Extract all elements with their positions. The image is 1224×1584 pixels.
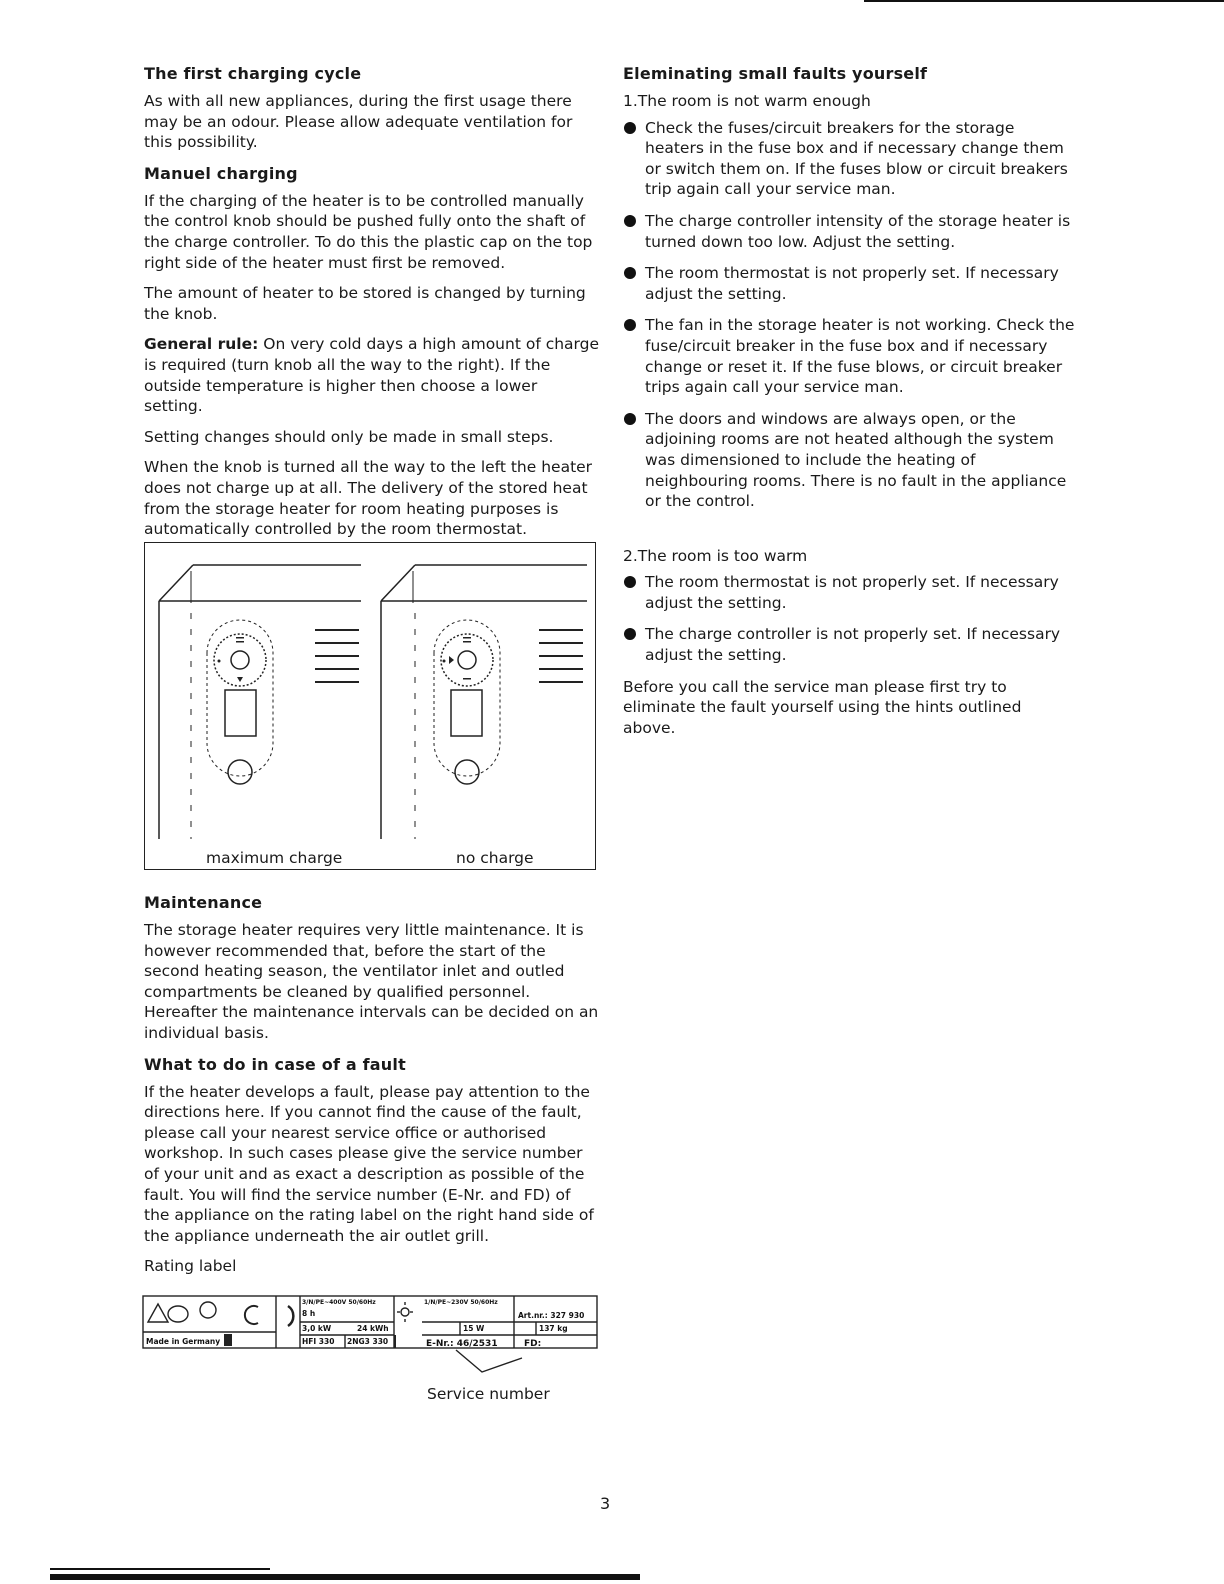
fault-heading: What to do in case of a fault <box>144 1054 406 1074</box>
list-item: The room thermostat is not properly set. If necessary adjust the setting. <box>623 263 1075 304</box>
left-column <box>144 63 600 550</box>
rating-e-nr: E-Nr.: 46/2531 <box>426 1339 498 1349</box>
fault-text: If the heater develops a fault, please pay attention to the directions here. If you cannot find the cause of the fault, please call your nearest service office or authorised workshop. In such cases please give the service number of your unit and as exact a description as possible of the fault. You will find the service number (E-Nr. and FD) of the appliance on the rating label on the right hand side of the appliance underneath the air outlet grill. <box>144 1082 594 1245</box>
general-rule-text: On very cold days a high amount of charge is required (turn knob all the way to the right). If the outside temperature is higher then choose a lower setting. <box>144 335 600 416</box>
case1-title: 1.The room is not warm enough <box>623 92 871 110</box>
list-item: Check the fuses/circuit breakers for the storage heaters in the fuse box and if necessary change them or switch them on. If the fuses blow or circuit breakers trip again call your service man. <box>623 118 1075 200</box>
rating-supply-1ph: 1/N/PE~230V 50/60Hz <box>424 1299 498 1306</box>
rating-energy: 24 kWh <box>357 1324 389 1333</box>
manual-charging-heading: Manuel charging <box>144 163 298 183</box>
manual-charging-p2: The amount of heater to be stored is changed by turning the knob. <box>144 284 586 323</box>
general-rule-label: General rule: <box>144 335 259 354</box>
manual-charging-p1: If the charging of the heater is to be controlled manually the control knob should be pushed fully onto the shaft of the charge controller. To do this the plastic cap on the top right side of the heater must first be removed. <box>144 191 593 272</box>
bullet-icon <box>624 413 636 425</box>
bottom-rule <box>50 1574 640 1580</box>
manual-charging-p4: Setting changes should only be made in small steps. <box>144 427 554 446</box>
bullet-icon <box>624 122 636 134</box>
case1-list <box>623 118 1075 512</box>
case2-list <box>623 572 1075 665</box>
rating-code: 2NG3 330 <box>347 1337 389 1346</box>
maintenance-heading: Maintenance <box>144 893 263 912</box>
caption-maximum-charge: maximum charge <box>206 849 343 867</box>
top-rule <box>864 0 1224 2</box>
rating-art-nr: Art.nr.: 327 930 <box>518 1311 585 1320</box>
closing-text: Before you call the service man please first try to eliminate the fault yourself using the hints outlined above. <box>623 677 1022 737</box>
manual-charging-p5: When the knob is turned all the way to the left the heater does not charge up at all. The delivery of the stored heat from the storage heater for room heating purposes is automatically controlled by the room thermostat. <box>144 458 593 539</box>
left-lower-column <box>144 892 600 1287</box>
first-charging-text: As with all new appliances, during the first usage there may be an odour. Please allow adequate ventilation for this possibility. <box>144 92 573 152</box>
first-charging-heading: The first charging cycle <box>144 64 362 83</box>
charge-knob-figure <box>144 542 596 870</box>
rating-hours: 8 h <box>302 1309 316 1318</box>
faults-heading: Eleminating small faults yourself <box>623 64 928 83</box>
list-item: The charge controller intensity of the storage heater is turned down too low. Adjust the setting. <box>623 211 1075 252</box>
rating-label-title: Rating label <box>144 1257 237 1276</box>
heater-illustration <box>145 543 597 871</box>
bullet-icon <box>624 267 636 279</box>
rating-made-in: Made in Germany <box>146 1337 221 1346</box>
page-number: 3 <box>600 1494 611 1513</box>
rating-weight: 137 kg <box>539 1324 568 1333</box>
bottom-rule-thin <box>50 1568 270 1570</box>
service-number-caption: Service number <box>427 1385 550 1403</box>
general-rule-paragraph <box>144 334 600 416</box>
rating-supply-3ph: 3/N/PE~400V 50/60Hz <box>302 1299 376 1306</box>
list-item: The room thermostat is not properly set. If necessary adjust the setting. <box>623 572 1075 613</box>
maintenance-text: The storage heater requires very little maintenance. It is however recommended that, before the start of the second heating season, the ventilator inlet and outled compartments be cleaned by qualified personnel. Hereafter the maintenance intervals can be decided on an individual basis. <box>144 921 599 1042</box>
rating-fan-power: 15 W <box>463 1324 485 1333</box>
bullet-icon <box>624 319 636 331</box>
list-item: The charge controller is not properly set. If necessary adjust the setting. <box>623 624 1075 665</box>
list-item: The doors and windows are always open, or the adjoining rooms are not heated although the system was dimensioned to include the heating of neighbouring rooms. There is no fault in the appliance or the control. <box>623 409 1075 512</box>
rating-label <box>142 1294 598 1350</box>
bullet-icon <box>624 628 636 640</box>
caption-no-charge: no charge <box>456 849 534 867</box>
rating-fd: FD: <box>524 1339 542 1349</box>
case2-title: 2.The room is too warm <box>623 546 808 565</box>
bullet-icon <box>624 576 636 588</box>
list-item: The fan in the storage heater is not working. Check the fuse/circuit breaker in the fuse box and if necessary change or reset it. If the fuse blows, or circuit breaker trips again call your service man. <box>623 315 1075 397</box>
right-column <box>623 63 1075 748</box>
rating-power: 3,0 kW <box>302 1324 332 1333</box>
rating-model: HFI 330 <box>302 1337 335 1346</box>
rating-label-graphic <box>142 1294 598 1384</box>
bullet-icon <box>624 215 636 227</box>
